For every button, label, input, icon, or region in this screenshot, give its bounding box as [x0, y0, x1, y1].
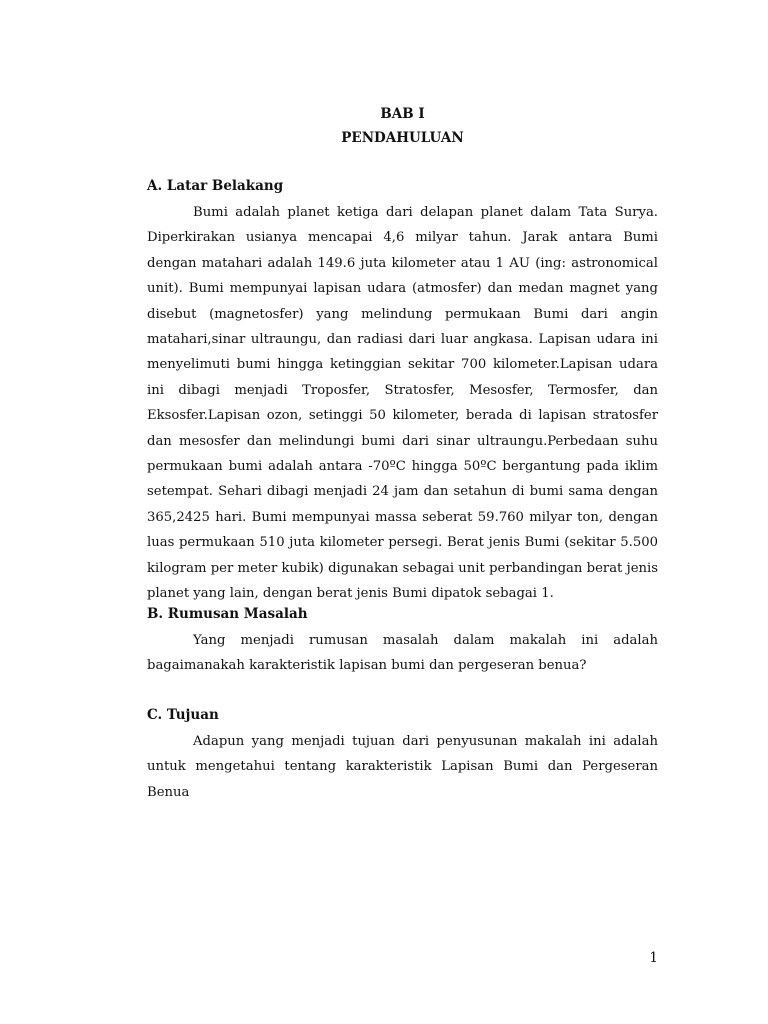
section-paragraph-rumusan-masalah: Yang menjadi rumusan masalah dalam makalah ini adalah bagaimanakah karakteristik lapisan bumi dan pergeseran benua? [147, 633, 658, 674]
section-heading-tujuan: C. Tujuan [147, 707, 219, 723]
section-heading-rumusan-masalah: B. Rumusan Masalah [147, 606, 308, 622]
section-heading-latar-belakang: A. Latar Belakang [147, 178, 284, 194]
chapter-number: BAB I [380, 106, 425, 122]
chapter-title: PENDAHULUAN [341, 130, 464, 146]
page-number: 1 [649, 950, 658, 966]
section-paragraph-latar-belakang: Bumi adalah planet ketiga dari delapan planet dalam Tata Surya. Diperkirakan usianya mencapai 4,6 milyar tahun. Jarak antara Bumi dengan matahari adalah 149.6 juta kilometer atau 1 AU (ing: astronomical unit). Bumi mempunyai lapisan udara (atmosfer) dan medan magnet yang disebut (magnetosfer) yang melindung permukaan Bumi dari angin matahari,sinar ultraungu, dan radiasi dari luar angkasa. Lapisan udara ini menyelimuti bumi hingga ketinggian sekitar 700 kilometer.Lapisan udara ini dibagi menjadi Troposfer, Stratosfer, Mesosfer, Termosfer, dan Eksosfer.Lapisan ozon, setinggi 50 kilometer, berada di lapisan stratosfer dan mesosfer dan melindungi bumi dari sinar ultraungu.Perbedaan suhu permukaan bumi adalah antara -70ºC hingga 50ºC bergantung pada iklim setempat. Sehari dibagi menjadi 24 jam dan setahun di bumi sama dengan 365,2425 hari. Bumi mempunyai massa seberat 59.760 milyar ton, dengan luas permukaan 510 juta kilometer persegi. Berat jenis Bumi (sekitar 5.500 kilogram per meter kubik) digunakan sebagai unit perbandingan berat jenis planet yang lain, dengan berat jenis Bumi dipatok sebagai 1. [147, 205, 658, 602]
section-paragraph-tujuan: Adapun yang menjadi tujuan dari penyusunan makalah ini adalah untuk mengetahui tentang karakteristik Lapisan Bumi dan Pergeseran Benua [147, 734, 658, 800]
